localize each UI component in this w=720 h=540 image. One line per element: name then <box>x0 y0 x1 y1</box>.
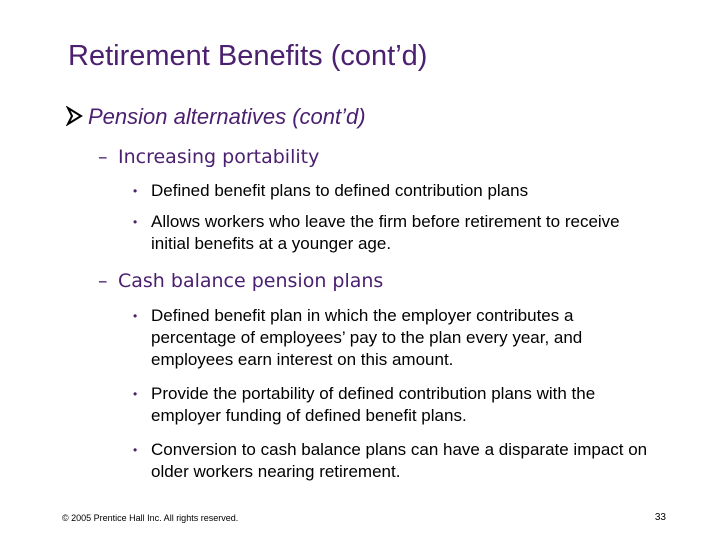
bullet-item <box>133 180 663 202</box>
bullet-text: Allows workers who leave the firm before retirement to receive initial benefits at a younger age. <box>151 212 620 253</box>
dot-bullet-icon: • <box>133 443 138 457</box>
dot-bullet-icon: • <box>133 215 138 229</box>
section-heading-text: Cash balance pension plans <box>118 270 384 292</box>
bullet-item <box>133 439 663 483</box>
dot-bullet-icon: • <box>133 387 138 401</box>
bullet-text: Conversion to cash balance plans can have a disparate impact on older workers nearing retirement. <box>151 440 648 481</box>
level1-item <box>66 104 366 132</box>
bullet-text: Provide the portability of defined contribution plans with the employer funding of defined benefit plans. <box>151 384 596 425</box>
level1-text: Pension alternatives (cont’d) <box>88 104 366 129</box>
section-heading-cash-balance <box>98 270 383 292</box>
bullet-text: Defined benefit plan in which the employer contributes a percentage of employees’ pay to the plan every year, and employees earn interest on this amount. <box>151 306 583 369</box>
page-number: 33 <box>654 512 666 523</box>
dot-bullet-icon: • <box>133 309 138 323</box>
bullet-item <box>133 305 663 371</box>
bullet-item <box>133 211 663 255</box>
dot-bullet-icon: • <box>133 184 138 198</box>
slide-title: Retirement Benefits (cont’d) <box>68 40 428 72</box>
bullet-item <box>133 383 663 427</box>
arrow-bullet-icon <box>66 106 86 132</box>
section-heading-increasing-portability <box>98 146 319 168</box>
dash-bullet-icon: – <box>98 270 108 292</box>
section-heading-text: Increasing portability <box>118 146 320 168</box>
bullet-text: Defined benefit plans to defined contribution plans <box>151 181 529 200</box>
footer-copyright: © 2005 Prentice Hall Inc. All rights reserved. <box>62 513 239 523</box>
dash-bullet-icon: – <box>98 146 108 168</box>
